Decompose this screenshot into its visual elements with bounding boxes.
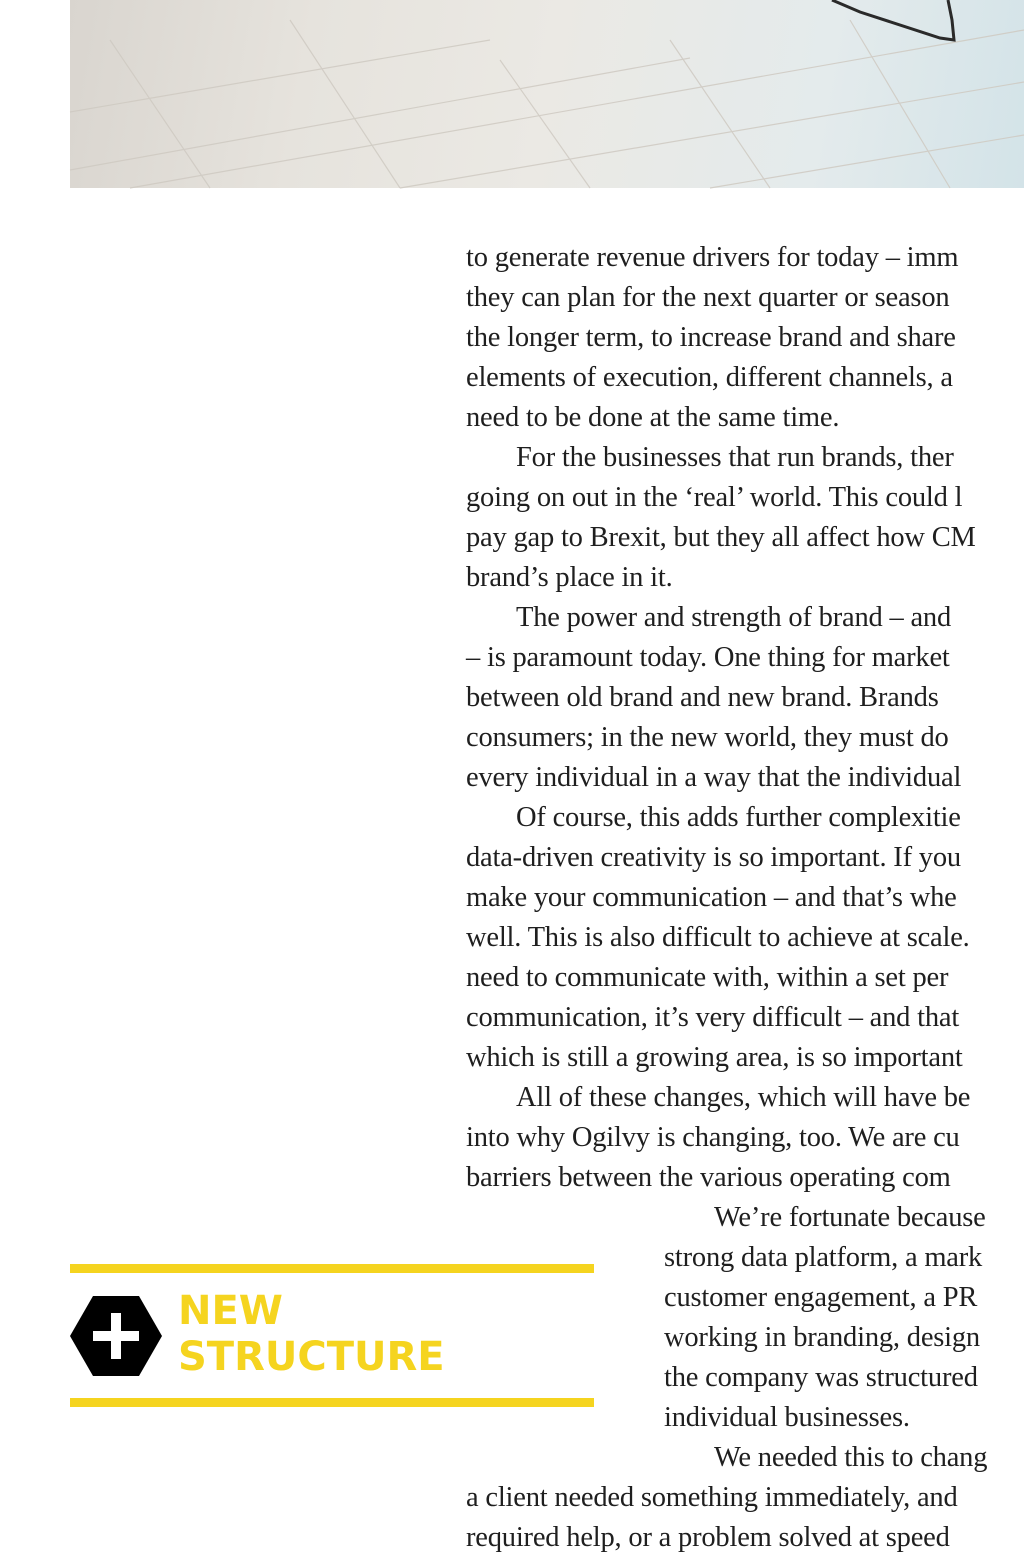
- callout-title: [178, 1288, 445, 1380]
- article-line: pay gap to Brexit, but they all affect how CM: [466, 522, 976, 553]
- article-line: a client needed something immediately, and: [466, 1482, 958, 1513]
- article-line: every individual in a way that the individual: [466, 762, 962, 793]
- article-line: to generate revenue drivers for today – imm: [466, 242, 959, 273]
- callout-title-line-2: STRUCTURE: [178, 1334, 445, 1380]
- article-line: Of course, this adds further complexitie: [516, 802, 961, 833]
- article-line: which is still a growing area, is so important: [466, 1042, 963, 1073]
- article-line: – is paramount today. One thing for market: [466, 642, 950, 673]
- article-line: consumers; in the new world, they must do: [466, 722, 949, 753]
- article-line: make your communication – and that’s whe: [466, 882, 957, 913]
- floor-tiles-graphic: [70, 0, 1024, 188]
- article-line: well. This is also difficult to achieve at scale.: [466, 922, 970, 953]
- article-line: For the businesses that run brands, ther: [516, 442, 954, 473]
- article-line: We’re fortunate because: [714, 1202, 986, 1233]
- article-line: the longer term, to increase brand and share: [466, 322, 956, 353]
- article-line: The power and strength of brand – and: [516, 602, 952, 633]
- article-line: All of these changes, which will have be: [516, 1082, 971, 1113]
- article-line: brand’s place in it.: [466, 562, 673, 593]
- article-line: working in branding, design: [664, 1322, 980, 1353]
- article-line: individual businesses.: [664, 1402, 910, 1433]
- article-line: going on out in the ‘real’ world. This could l: [466, 482, 963, 513]
- callout-top-rule: [70, 1264, 594, 1273]
- article-line: data-driven creativity is so important. If you: [466, 842, 961, 873]
- article-line: need to be done at the same time.: [466, 402, 840, 433]
- article-line: between old brand and new brand. Brands: [466, 682, 939, 713]
- article-line: required help, or a problem solved at speed: [466, 1522, 950, 1553]
- hero-photo: [70, 0, 1024, 188]
- callout-bottom-rule: [70, 1398, 594, 1407]
- callout-title-line-1: NEW: [178, 1288, 283, 1334]
- article-line: they can plan for the next quarter or season: [466, 282, 950, 313]
- article-line: barriers between the various operating com: [466, 1162, 951, 1193]
- article-line: customer engagement, a PR: [664, 1282, 978, 1313]
- article-line: elements of execution, different channels, a: [466, 362, 953, 393]
- article-line: the company was structured: [664, 1362, 978, 1393]
- article-line: We needed this to chang: [714, 1442, 988, 1473]
- article-line: strong data platform, a mark: [664, 1242, 983, 1273]
- plus-hexagon-icon: [70, 1296, 162, 1376]
- article-line: communication, it’s very difficult – and that: [466, 1002, 960, 1033]
- article-line: into why Ogilvy is changing, too. We are cu: [466, 1122, 960, 1153]
- article-line: need to communicate with, within a set per: [466, 962, 949, 993]
